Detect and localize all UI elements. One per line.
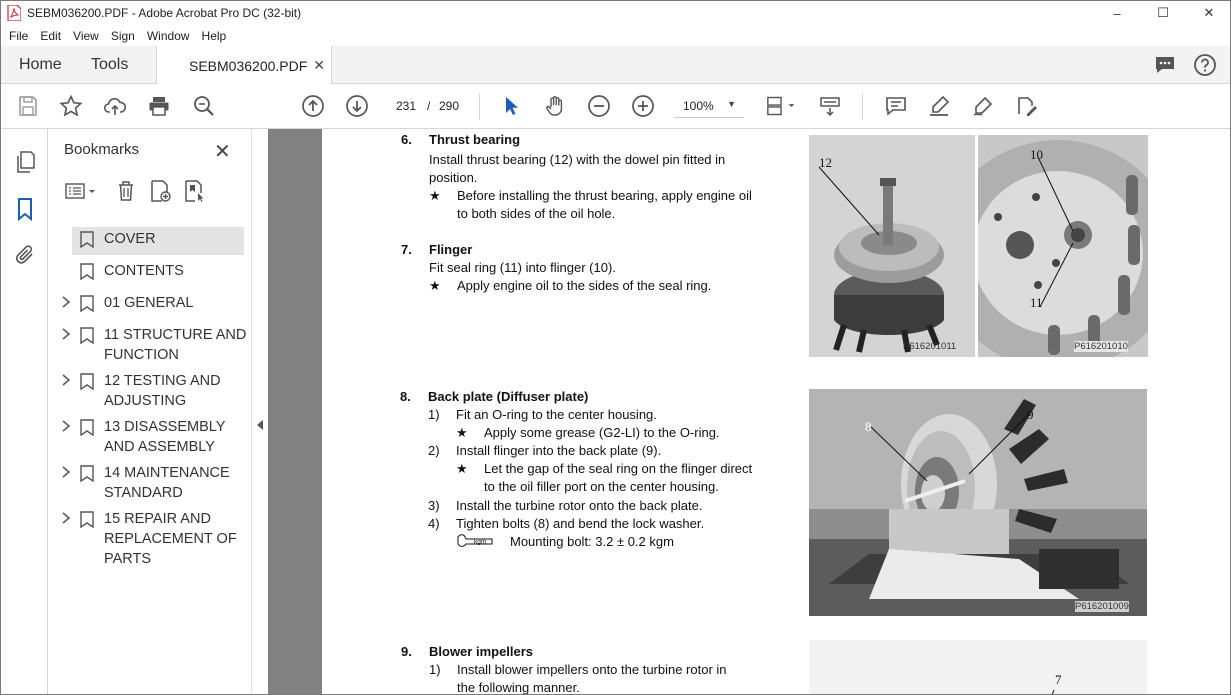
bookmark-flag-icon [80,263,94,280]
close-panel-icon[interactable]: ✕ [214,141,231,163]
save-button[interactable] [15,93,41,119]
star-bullet: ★ [456,425,468,440]
menu-view[interactable]: View [73,28,99,43]
trash-icon[interactable] [114,179,138,203]
star-bullet: ★ [456,461,468,476]
torque-wrench-icon [456,533,496,547]
body-text: to both sides of the oil hole. [457,206,616,221]
body-text: Fit an O-ring to the center housing. [456,407,657,422]
body-text: to the oil filler port on the center housing. [484,479,719,494]
tab-document[interactable] [156,46,332,85]
bookmark-label: 01 GENERAL [104,295,194,311]
chevron-right-icon[interactable] [60,295,72,309]
body-text: Install the turbine rotor onto the back plate. [456,498,703,513]
section-title: Thrust bearing [429,132,521,147]
upload-cloud-button[interactable] [102,93,128,119]
chevron-right-icon[interactable] [60,511,72,525]
highlight-button[interactable] [926,93,952,119]
bookmark-flag-icon [80,295,94,312]
options-menu-icon[interactable] [64,179,98,203]
list-number: 2) [428,443,440,458]
zoom-in-button[interactable] [630,93,656,119]
body-text: Fit seal ring (11) into flinger (10). [429,260,616,275]
back-plate-illustration [809,389,1147,616]
menu-file[interactable]: File [9,28,29,43]
fill-sign-button[interactable] [1014,93,1040,119]
photo-flinger [978,135,1148,357]
add-comment-button[interactable] [883,93,909,119]
printer-icon [147,94,171,118]
arrow-down-circle-icon [345,94,369,118]
photo-thrust-bearing [809,135,975,357]
body-text: Apply engine oil to the sides of the seal ring. [457,278,712,293]
comment-icon [884,94,908,118]
torque-spec: Mounting bolt: 3.2 ± 0.2 kgm [510,534,674,549]
bookmark-flag-icon [80,419,94,436]
page-thumbnails-icon[interactable] [13,150,37,174]
tab-tools[interactable]: Tools [91,56,129,73]
section-title: Blower impellers [429,644,534,659]
find-button[interactable] [191,93,217,119]
chevron-down-icon: ▼ [727,99,736,109]
menu-bar [1,25,1230,46]
document-viewer[interactable] [268,129,1230,695]
comment-bubble-icon[interactable] [1153,53,1177,77]
acrobat-app-icon [7,5,21,21]
torque-wrench-icon-label: kgm [474,538,487,546]
tab-bar [1,46,1230,84]
callout-number: 11 [1030,295,1043,310]
page-number-input[interactable]: 231 [387,94,425,118]
zoom-out-button[interactable] [586,93,612,119]
tab-home[interactable]: Home [19,56,62,73]
photo-blower-impellers [809,640,1147,695]
scroll-mode-button[interactable] [817,93,843,119]
star-icon [59,94,83,118]
bookmarks-panel [48,129,251,695]
bookmark-label: 13 DISASSEMBLY AND ASSEMBLY [104,419,226,455]
bookmarks-toolbar [60,179,240,205]
arrow-up-circle-icon [301,94,325,118]
photo-back-plate [809,389,1147,616]
star-bullet: ★ [429,188,441,203]
plus-circle-icon [631,94,655,118]
collapse-arrow-icon[interactable] [257,420,263,430]
menu-help[interactable]: Help [201,28,227,43]
bookmark-flag-icon [80,511,94,528]
bookmark-flag-icon [80,327,94,344]
flinger-illustration [978,135,1148,357]
body-text: position. [429,170,478,185]
save-icon [16,94,40,118]
thrust-bearing-illustration [809,135,975,357]
body-text: Tighten bolts (8) and bend the lock washer. [456,516,705,531]
body-text: Before installing the thrust bearing, apply engine oil [457,188,752,203]
list-number: 3) [428,498,440,513]
body-text: Let the gap of the seal ring on the flinger direct [484,461,753,476]
hand-icon [543,94,567,118]
fit-page-icon [765,94,799,118]
photo-caption: P616201011 [903,341,957,352]
bookmark-label: 11 STRUCTURE AND FUNCTION [104,327,247,363]
help-icon[interactable] [1193,53,1217,77]
list-number: 1) [428,407,440,422]
window-title: SEBM036200.PDF - Adobe Acrobat Pro DC (32-bit) [27,6,302,20]
bookmark-label: COVER [104,231,156,247]
page-separator: / [427,99,431,113]
bookmark-flag-icon [80,373,94,390]
highlighter-pen-icon [927,94,951,118]
section-number: 8. [400,389,411,404]
section-number: 6. [401,132,412,147]
print-button[interactable] [146,93,172,119]
list-number: 1) [429,662,441,677]
callout-number: 7 [1055,672,1062,687]
panel-splitter[interactable] [251,129,268,695]
new-bookmark-icon[interactable] [148,179,172,203]
page-total: 290 [439,99,460,113]
photo-caption: P616201009 [1075,601,1129,612]
bookmark-from-selection-icon[interactable] [182,179,206,203]
bookmark-icon[interactable] [13,197,37,221]
photo-caption: P616201010 [1074,341,1128,352]
cloud-upload-icon [103,94,127,118]
cursor-arrow-icon [499,94,523,118]
draw-button[interactable] [970,93,996,119]
body-text: Install blower impellers onto the turbine rotor in [457,662,727,677]
page-display-button[interactable] [764,93,800,119]
keyboard-scroll-icon [818,94,842,118]
chevron-right-icon[interactable] [60,373,72,387]
bookmark-flag-icon [80,465,94,482]
body-text: the following manner. [457,680,580,695]
minus-circle-icon [587,94,611,118]
zoom-search-icon [192,94,216,118]
bookmark-label: CONTENTS [104,263,184,279]
pdf-page [322,129,1230,695]
toolbar-divider [862,93,863,120]
section-title: Flinger [429,242,473,257]
previous-page-button[interactable] [300,93,326,119]
menu-edit[interactable]: Edit [40,28,62,43]
menu-window[interactable]: Window [146,28,190,43]
section-number: 9. [401,644,412,659]
hand-tool-button[interactable] [542,93,568,119]
next-page-button[interactable] [344,93,370,119]
bookmark-flag-icon [80,231,94,248]
chevron-right-icon[interactable] [60,327,72,341]
body-text: Install flinger into the back plate (9). [456,443,662,458]
title-bar [1,1,1230,25]
close-window-button[interactable]: ✕ [1203,5,1215,20]
toolbar-divider [479,93,480,120]
blower-impellers-illustration [809,640,1147,695]
zoom-level-dropdown[interactable] [674,94,744,118]
callout-number: 12 [819,155,832,170]
bookmark-star-button[interactable] [58,93,84,119]
bookmark-label: 12 TESTING AND ADJUSTING [104,373,221,409]
paperclip-icon[interactable] [13,243,37,267]
section-number: 7. [401,242,412,257]
maximize-button[interactable]: ☐ [1157,5,1169,20]
close-tab-icon[interactable]: ✕ [313,57,325,73]
pen-draw-icon [971,94,995,118]
menu-sign[interactable]: Sign [110,28,135,43]
chevron-right-icon[interactable] [60,465,72,479]
chevron-right-icon[interactable] [60,419,72,433]
body-text: Install thrust bearing (12) with the dowel pin fitted in [429,152,726,167]
section-title: Back plate (Diffuser plate) [428,389,589,404]
callout-number: 8 [865,419,872,434]
bookmark-label: 14 MAINTENANCE STANDARD [104,465,230,501]
star-bullet: ★ [429,278,441,293]
sign-pen-icon [1015,94,1039,118]
body-text: Apply some grease (G2-LI) to the O-ring. [484,425,720,440]
callout-number: 9 [1027,407,1034,422]
document-tab-label: SEBM036200.PDF [189,57,308,74]
minimize-button[interactable]: – [1113,5,1121,21]
navigation-rail [1,129,48,695]
callout-number: 10 [1030,147,1043,162]
main-toolbar [1,84,1230,129]
list-number: 4) [428,516,440,531]
select-tool-button[interactable] [498,93,524,119]
bookmark-label: 15 REPAIR AND REPLACEMENT OF PARTS [104,511,237,567]
bookmarks-title: Bookmarks [64,141,140,158]
zoom-level-value: 100% [683,98,714,113]
